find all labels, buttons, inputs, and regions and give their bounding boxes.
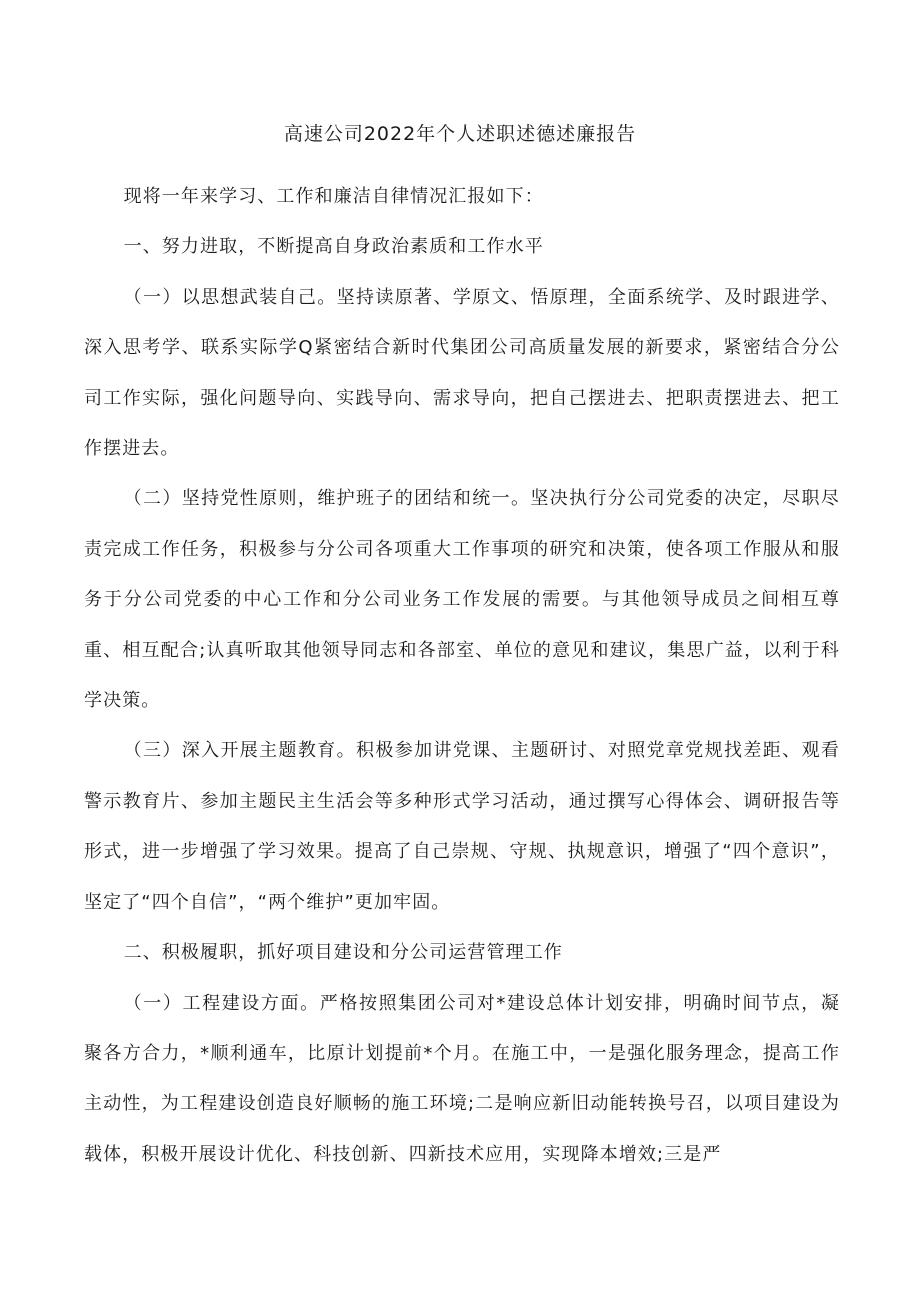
intro-paragraph: 现将一年来学习、工作和廉洁自律情况汇报如下： xyxy=(123,186,544,207)
body-paragraph: （三）深入开展主题教育。积极参加讲党课、主题研讨、对照党章党规找差距、观看警示教育片、参加主题民主生活会等多种形式学习活动，通过撰写心得体会、调研报告等形式，进一步增强了学习效果。提高了自己崇规、守规、执规意识，增强了“四个意识”，坚定了“四个自信”，“两个维护”更加牢固。 xyxy=(84,740,840,913)
document-title: 高速公司2022年个人述职述德述廉报告 xyxy=(283,123,637,145)
section-heading-1: 一、努力进取，不断提高自身政治素质和工作水平 xyxy=(123,236,544,258)
document-body xyxy=(84,172,840,1180)
body-paragraph: （二）坚持党性原则，维护班子的团结和统一。坚决执行分公司党委的决定，尽职尽责完成工作任务，积极参与分公司各项重大工作事项的研究和决策，使各项工作服从和服务于分公司党委的中心工作和分公司业务工作发展的需要。与其他领导成员之间相互尊重、相互配合;认真听取其他领导同志和各部室、单位的意见和建议，集思广益，以利于科学决策。 xyxy=(84,488,840,712)
section-heading-2: 二、积极履职，抓好项目建设和分公司运营管理工作 xyxy=(123,942,563,964)
body-paragraph: （一）以思想武装自己。坚持读原著、学原文、悟原理，全面系统学、及时跟进学、深入思考学、联系实际学Q紧密结合新时代集团公司高质量发展的新要求，紧密结合分公司工作实际，强化问题导向、实践导向、需求导向，把自己摆进去、把职责摆进去、把工作摆进去。 xyxy=(84,286,840,460)
body-paragraph: （一）工程建设方面。严格按照集团公司对*建设总体计划安排，明确时间节点，凝聚各方合力，*顺利通车，比原计划提前*个月。在施工中，一是强化服务理念，提高工作主动性，为工程建设创造良好顺畅的施工环境;二是响应新旧动能转换号召，以项目建设为载体，积极开展设计优化、科技创新、四新技术应用，实现降本增效;三是严 xyxy=(84,992,840,1165)
